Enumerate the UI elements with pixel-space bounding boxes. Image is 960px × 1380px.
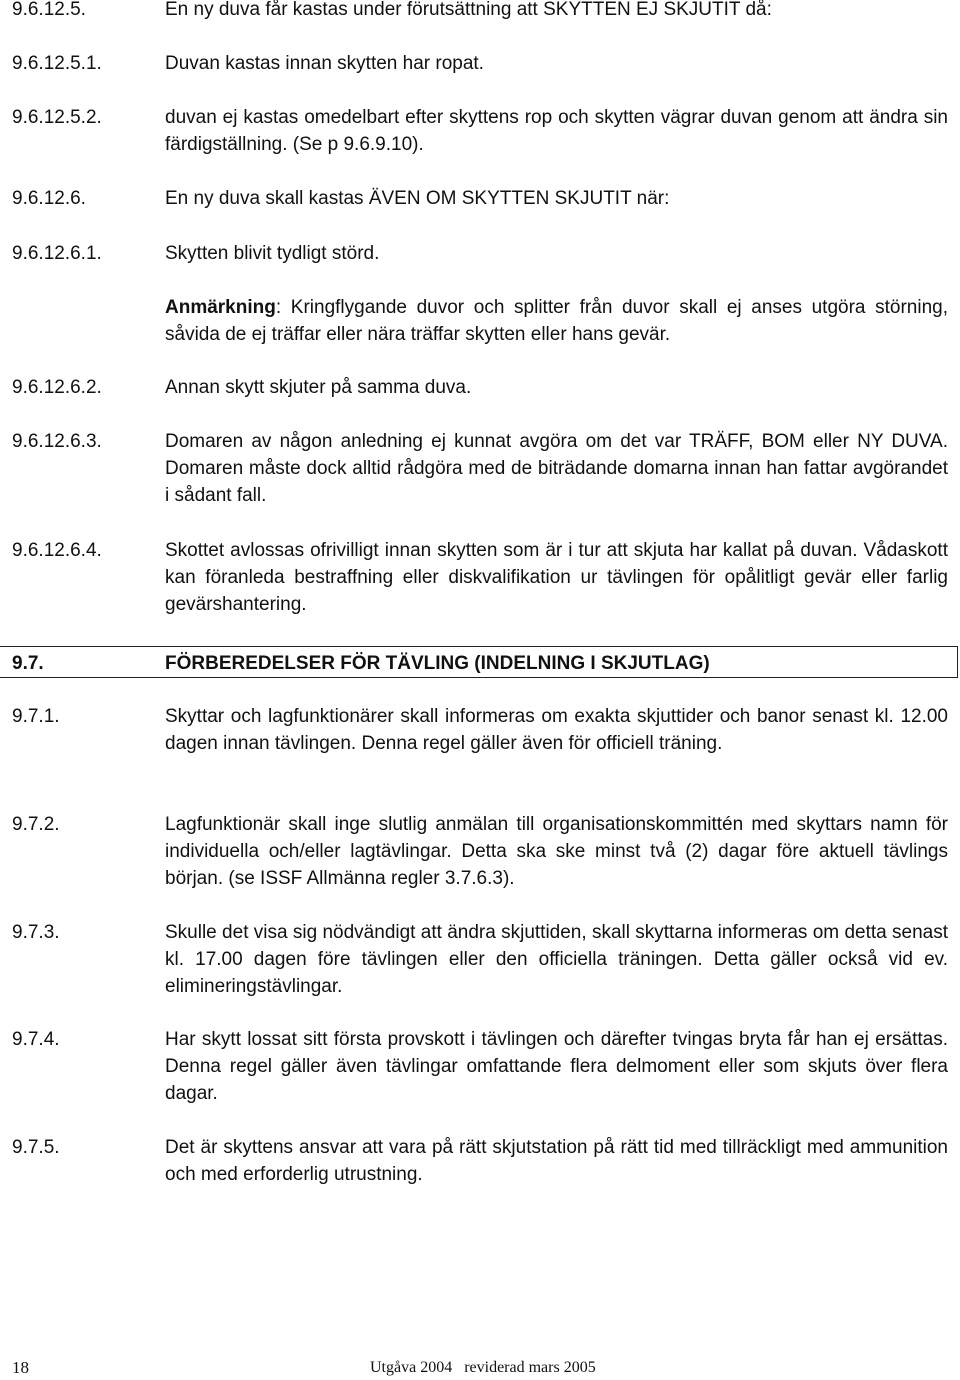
rule-number: 9.7.1. — [12, 706, 60, 727]
rule-text: Annan skytt skjuter på samma duva. — [165, 377, 472, 398]
rule-number: 9.7.3. — [12, 922, 60, 943]
rule-number: 9.6.12.5.2. — [12, 107, 102, 128]
rule-number: 9.6.12.6.3. — [12, 431, 102, 452]
rule-text: Domaren av någon anledning ej kunnat avgöra om det var TRÄFF, BOM eller NY DUVA. Domaren måste dock alltid rådgöra med de biträdande domarna innan han fattar avgörandet i sådant fall. — [165, 431, 948, 506]
rule-number: 9.6.12.6.4. — [12, 540, 102, 561]
edition-footer: Utgåva 2004 reviderad mars 2005 — [370, 1359, 596, 1376]
rule-text: En ny duva får kastas under förutsättning att SKYTTEN EJ SKJUTIT då: — [165, 0, 772, 20]
note-paragraph — [165, 294, 948, 348]
rule-text: Det är skyttens ansvar att vara på rätt skjutstation på rätt tid med tillräckligt med ammunition och med erforderlig utrustning. — [165, 1137, 948, 1185]
rule-text: En ny duva skall kastas ÄVEN OM SKYTTEN SKJUTIT när: — [165, 188, 670, 209]
rule-number: 9.6.12.6.1. — [12, 243, 102, 264]
rule-text: duvan ej kastas omedelbart efter skyttens rop och skytten vägrar duvan genom att ändra sin färdigställning. (Se p 9.6.9.10). — [165, 107, 948, 155]
note-text: : Kringflygande duvor och splitter från duvor skall ej anses utgöra störning, såvida de ej träffar eller nära träffar skytten eller hans gevär. — [165, 297, 948, 345]
page-number: 18 — [12, 1358, 29, 1377]
rule-text: Lagfunktionär skall inge slutlig anmälan till organisationskommittén med skyttars namn för individuella och/eller lagtävlingar. Detta ska ske minst två (2) dagar före aktuell tävlings början. (se ISSF Allmänna regler 3.7.6.3). — [165, 814, 948, 889]
rule-number: 9.7.5. — [12, 1137, 60, 1158]
rule-text: Skyttar och lagfunktionärer skall informeras om exakta skjuttider och banor senast kl. 12.00 dagen innan tävlingen. Denna regel gäller även för officiell träning. — [165, 706, 948, 754]
rule-number: 9.6.12.6. — [12, 188, 86, 209]
note-label: Anmärkning — [165, 297, 276, 318]
rule-text: Skottet avlossas ofrivilligt innan skytten som är i tur att skjuta har kallat på duvan. Vådaskott kan föranleda bestraffning eller diskvalifikation ur tävlingen för opålitligt gevär eller farlig gevärshantering. — [165, 540, 948, 615]
rule-text: Har skytt lossat sitt första provskott i tävlingen och därefter tvingas bryta får han ej ersättas. Denna regel gäller även tävlingar omfattande flera delmoment eller som skjuts över flera dagar. — [165, 1029, 948, 1104]
rule-number: 9.6.12.5. — [12, 0, 86, 20]
rule-number: 9.7.2. — [12, 814, 60, 835]
rule-number: 9.6.12.5.1. — [12, 53, 102, 74]
section-heading-9-7 — [0, 646, 958, 678]
rule-number: 9.7.4. — [12, 1029, 60, 1050]
rule-text: Skytten blivit tydligt störd. — [165, 243, 380, 264]
section-number: 9.7. — [12, 653, 44, 674]
rule-text: Duvan kastas innan skytten har ropat. — [165, 53, 484, 74]
rule-text: Skulle det visa sig nödvändigt att ändra skjuttiden, skall skyttarna informeras om detta senast kl. 17.00 dagen före tävlingen eller den officiella träningen. Detta gäller också vid ev. elimineringstävlingar. — [165, 922, 948, 997]
section-title: FÖRBEREDELSER FÖR TÄVLING (INDELNING I SKJUTLAG) — [165, 653, 710, 674]
rule-number: 9.6.12.6.2. — [12, 377, 102, 398]
